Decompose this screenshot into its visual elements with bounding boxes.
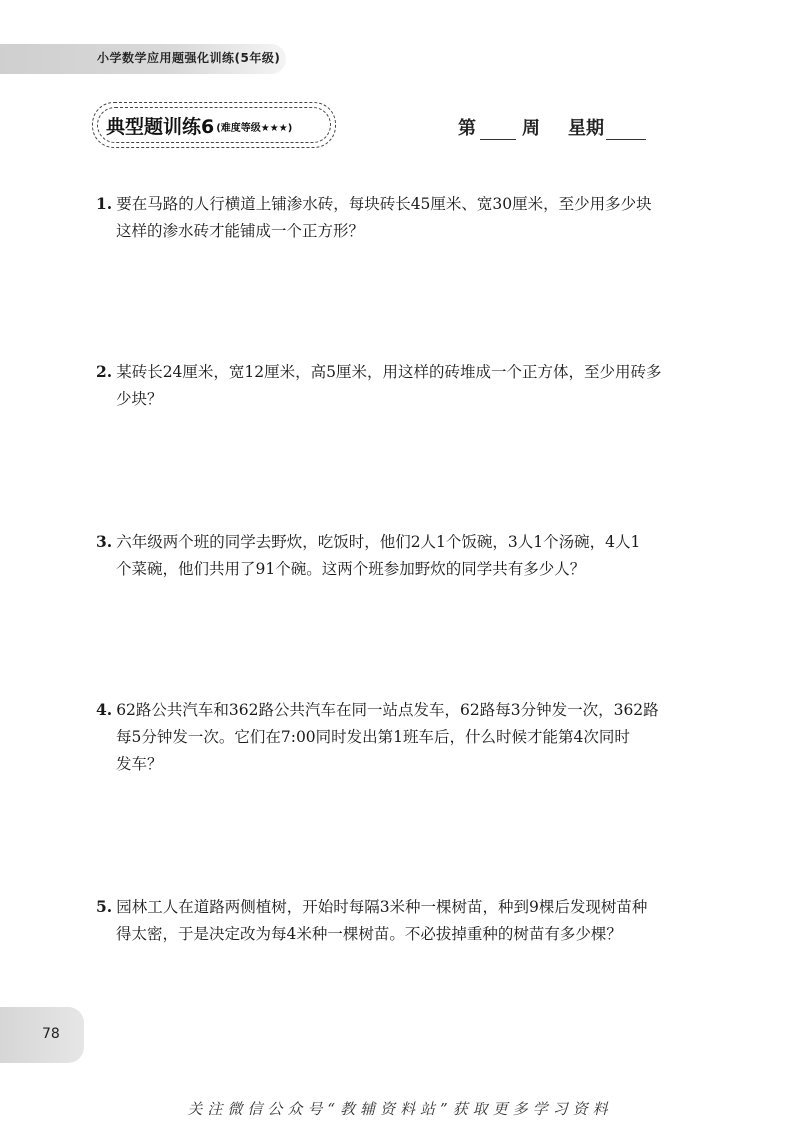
page-number: 78 xyxy=(42,1026,60,1042)
problem-text: 园林工人在道路两侧植树，开始时每隔3米种一棵树苗，种到9棵后发现树苗种 xyxy=(116,898,648,916)
problem-text: 某砖长24厘米，宽12厘米，高5厘米，用这样的砖堆成一个正方体，至少用砖多 xyxy=(116,363,662,381)
problem-4 xyxy=(96,696,726,778)
problem-line xyxy=(96,190,726,218)
problem-number: 4. xyxy=(96,700,113,719)
week-label: 周 xyxy=(522,118,540,139)
week-prefix: 第 xyxy=(458,118,476,139)
week-day-line xyxy=(458,114,648,140)
footer-note: 关注微信公众号“教辅资料站”获取更多学习资料 xyxy=(187,1100,613,1118)
problem-1 xyxy=(96,190,726,245)
problem-text: 得太密，于是决定改为每4米种一棵树苗。不必拔掉重种的树苗有多少棵？ xyxy=(116,925,622,943)
problem-text: 这样的渗水砖才能铺成一个正方形？ xyxy=(116,222,365,240)
problem-number: 5. xyxy=(96,897,113,916)
running-title: 小学数学应用题强化训练(5年级) xyxy=(97,51,281,65)
problem-text: 每5分钟发一次。它们在7:00同时发出第1班车后，什么时候才能第4次同时 xyxy=(116,728,630,746)
problem-text: 62路公共汽车和362路公共汽车在同一站点发车，62路每3分钟发一次，362路 xyxy=(116,701,659,719)
problem-text: 个菜碗，他们共用了91个碗。这两个班参加野炊的同学共有多少人？ xyxy=(116,560,586,578)
problem-number: 2. xyxy=(96,362,113,381)
problem-5 xyxy=(96,893,726,948)
week-number-blank[interactable] xyxy=(480,121,516,140)
problem-text: 要在马路的人行横道上铺渗水砖，每块砖长45厘米、宽30厘米，至少用多少块 xyxy=(116,195,652,213)
problem-text: 六年级两个班的同学去野炊，吃饭时，他们2人1个饭碗，3人1个汤碗，4人1 xyxy=(116,533,641,551)
problem-2 xyxy=(96,358,726,413)
problem-line xyxy=(96,893,726,921)
problem-number: 3. xyxy=(96,532,113,551)
problem-text: 少块？ xyxy=(116,390,163,408)
problem-line xyxy=(96,696,726,724)
problem-3 xyxy=(96,528,726,583)
weekday-blank[interactable] xyxy=(606,121,646,140)
problem-number: 1. xyxy=(96,194,113,213)
problem-text: 发车？ xyxy=(116,755,163,773)
difficulty-label: (难度等级★★★) xyxy=(216,123,293,134)
problem-line xyxy=(96,358,726,386)
exercise-title-text: 典型题训练6 xyxy=(106,116,215,138)
exercise-title xyxy=(106,112,292,139)
problem-line xyxy=(96,528,726,556)
weekday-label: 星期 xyxy=(568,118,604,139)
